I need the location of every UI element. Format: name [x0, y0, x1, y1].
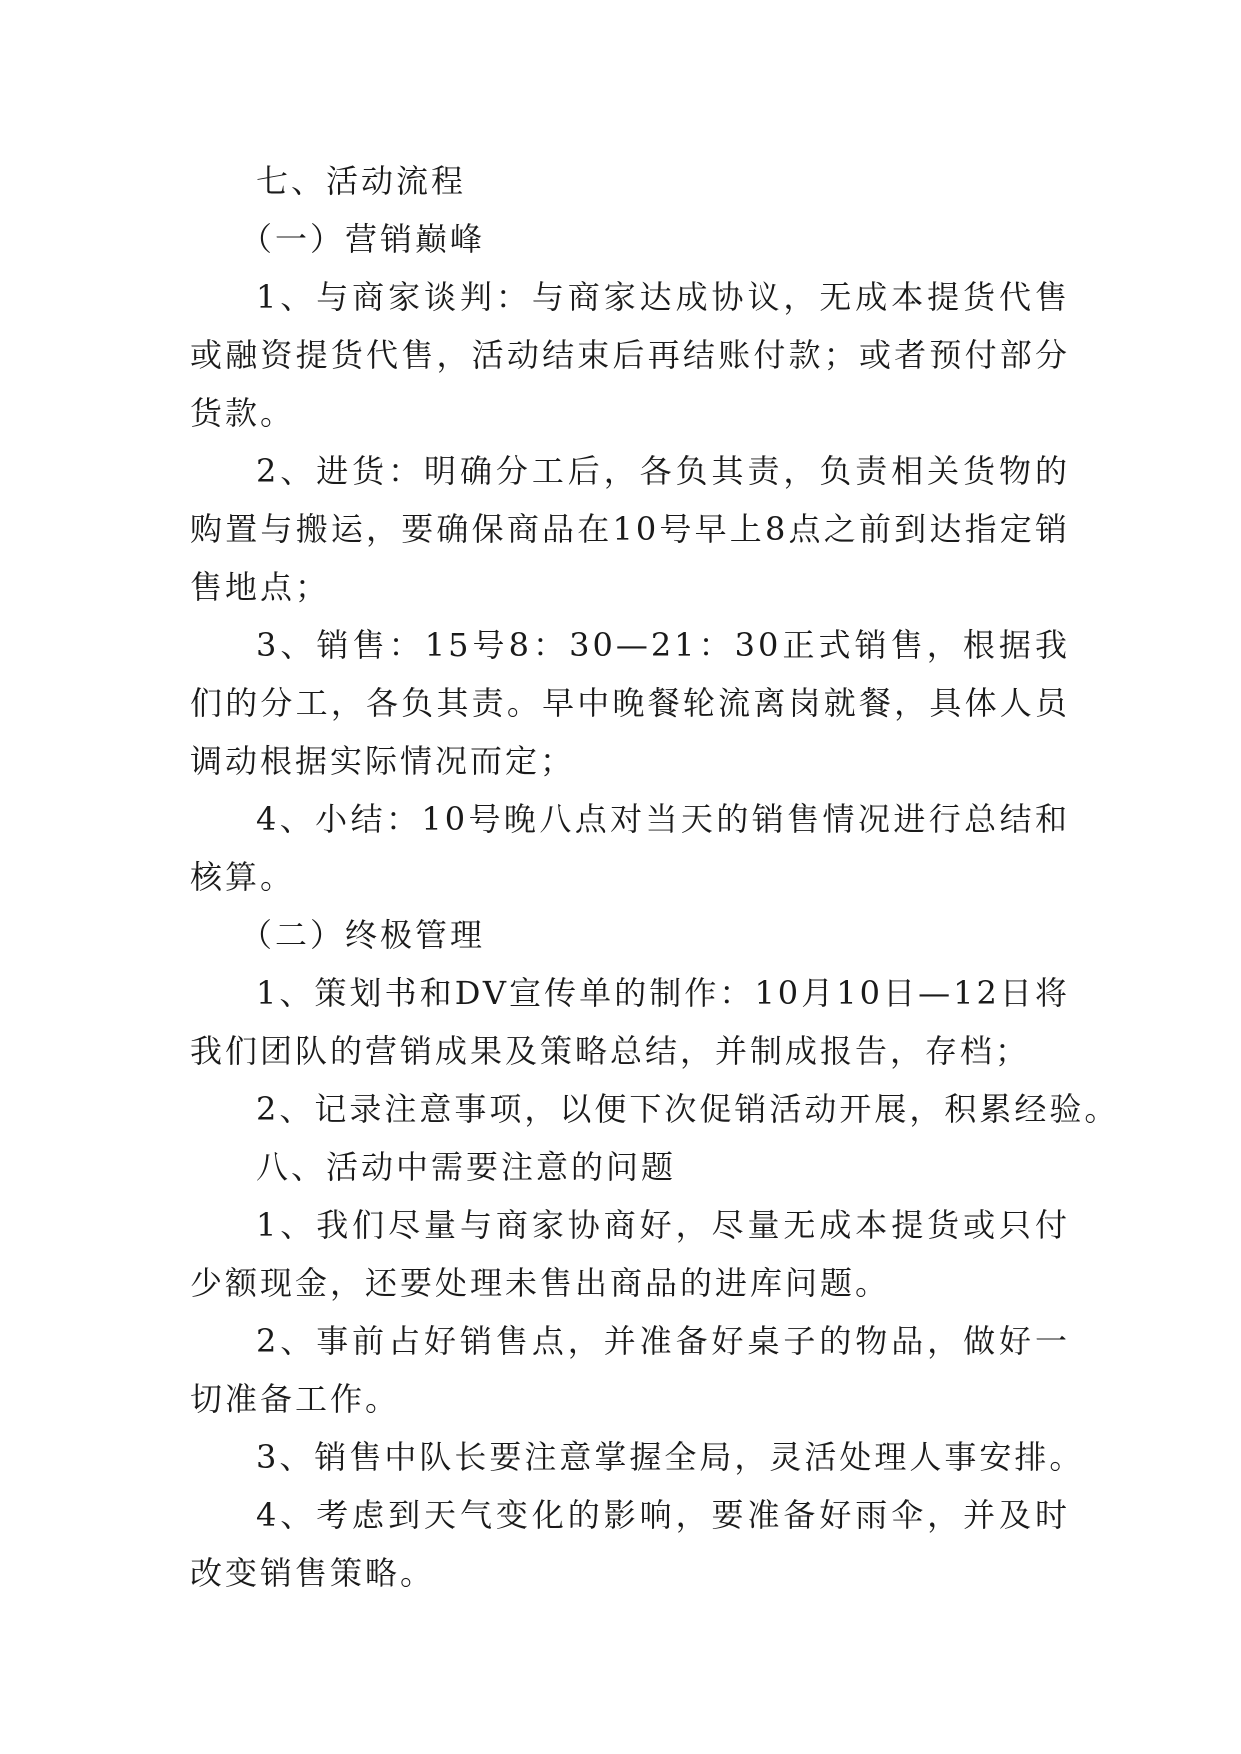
paragraph-preparation: 2、事前占好销售点，并准备好桌子的物品，做好一切准备工作。: [190, 1322, 1070, 1418]
paragraph-summary: 4、小结：10号晚八点对当天的销售情况进行总结和核算。: [190, 800, 1070, 896]
section-heading-activity-process: 七、活动流程: [256, 162, 467, 200]
paragraph-stocking: 2、进货：明确分工后，各负其责，负责相关货物的购置与搬运，要确保商品在10号早上8点之前到达指定销售地点；: [190, 452, 1070, 606]
section-heading-attention-issues: 八、活动中需要注意的问题: [256, 1148, 677, 1186]
paragraph-weather: 4、考虑到天气变化的影响，要准备好雨伞，并及时改变销售策略。: [190, 1496, 1070, 1592]
paragraph-record-notes: 2、记录注意事项，以便下次促销活动开展，积累经验。: [256, 1090, 1120, 1128]
document-body: [190, 152, 1120, 1602]
paragraph-negotiation: 1、与商家谈判：与商家达成协议，无成本提货代售或融资提货代售，活动结束后再结账付款；或者预付部分货款。: [190, 278, 1070, 432]
subsection-heading-ultimate-management: （二）终极管理: [240, 916, 486, 954]
paragraph-team-leader: 3、销售中队长要注意掌握全局，灵活处理人事安排。: [256, 1438, 1085, 1476]
paragraph-merchant-coordination: 1、我们尽量与商家协商好，尽量无成本提货或只付少额现金，还要处理未售出商品的进库问题。: [190, 1206, 1070, 1302]
subsection-heading-marketing-peak: （一）营销巅峰: [240, 220, 486, 258]
paragraph-planning-document: 1、策划书和DV宣传单的制作：10月10日—12日将我们团队的营销成果及策略总结，并制成报告，存档；: [190, 974, 1070, 1070]
paragraph-sales: 3、销售：15号8：30—21：30正式销售，根据我们的分工，各负其责。早中晚餐轮流离岗就餐，具体人员调动根据实际情况而定；: [190, 626, 1070, 780]
